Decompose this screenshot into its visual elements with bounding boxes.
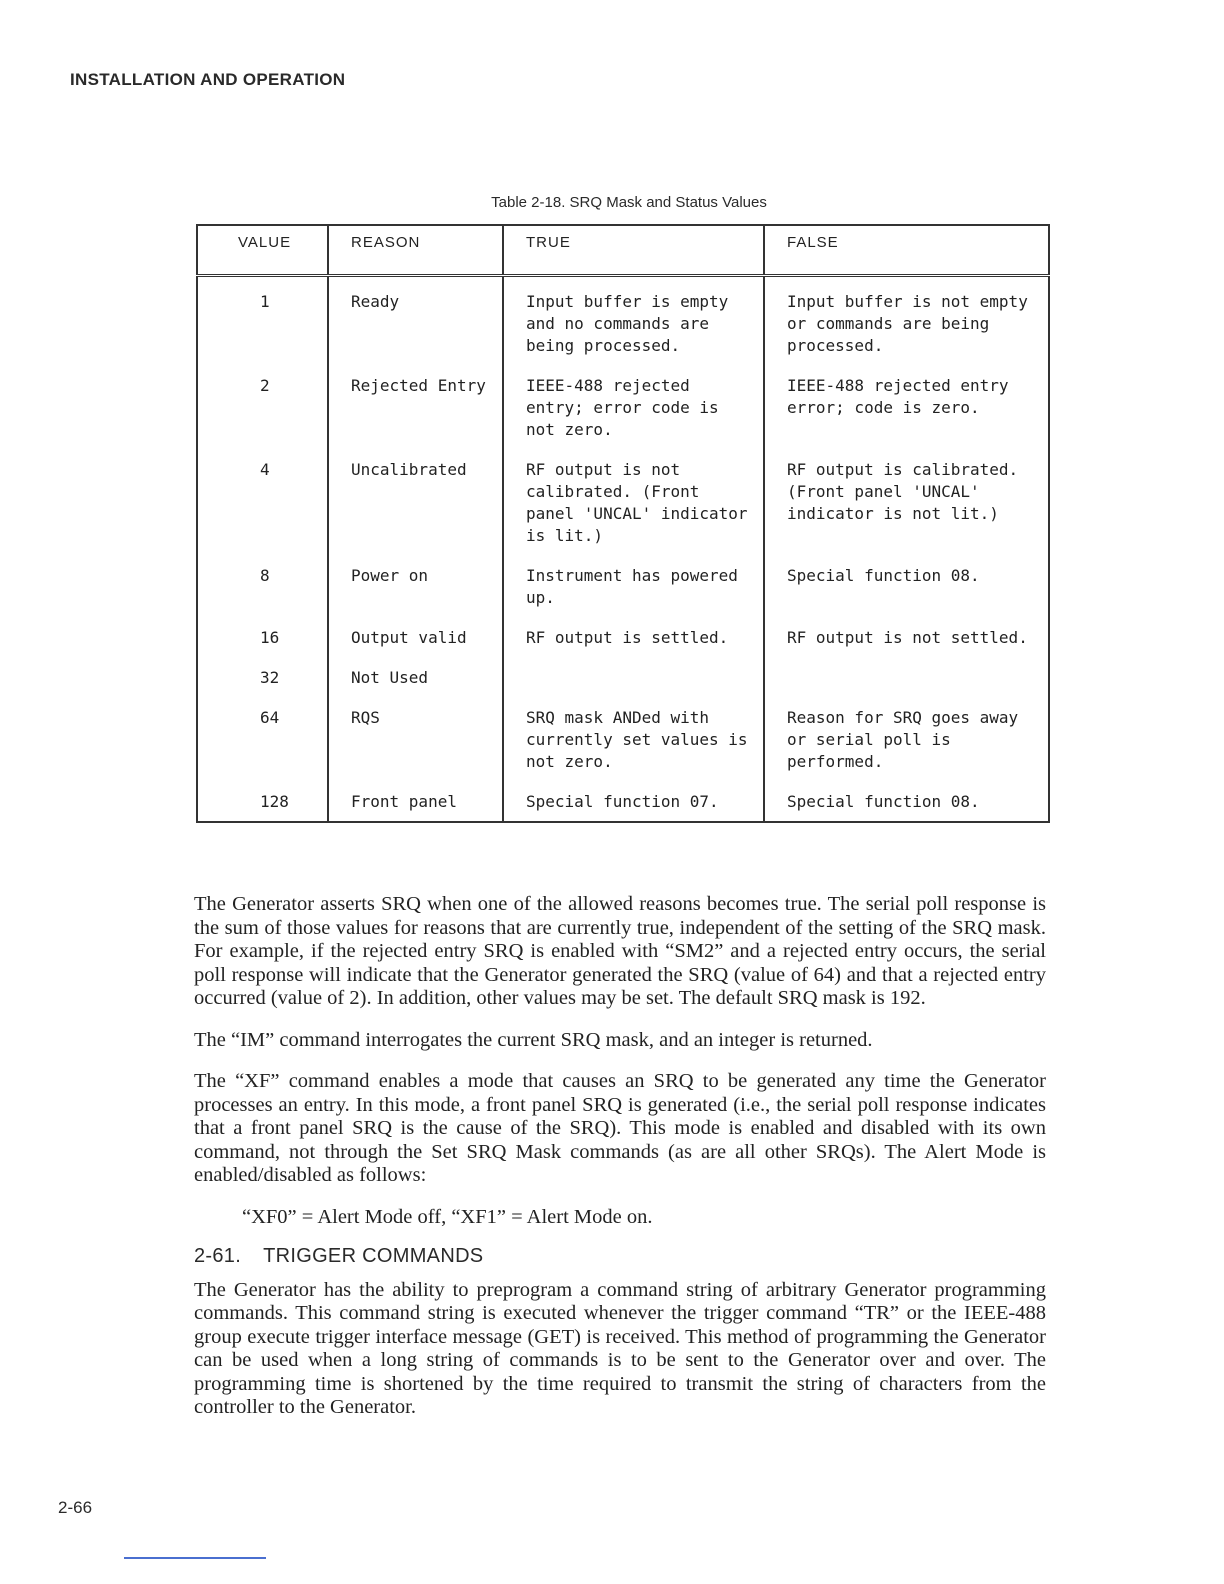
- section-title: TRIGGER COMMANDS: [263, 1245, 484, 1267]
- srq-table: [196, 224, 1050, 823]
- column-header-true: TRUE: [503, 225, 764, 276]
- table-header-row: [197, 225, 1049, 276]
- table-row: [197, 365, 1049, 449]
- paragraph-im-command: The “IM” command interrogates the current SRQ mask, and an integer is returned.: [194, 1028, 873, 1051]
- cell-value: 2: [197, 365, 328, 449]
- cell-reason: Power on: [328, 555, 503, 617]
- cell-reason: Not Used: [328, 657, 503, 697]
- cell-false: Reason for SRQ goes away or serial poll is performed.: [764, 697, 1049, 781]
- paragraph-srq-assert: The Generator asserts SRQ when one of the allowed reasons becomes true. The serial poll response is the sum of those values for reasons that are currently true, independent of the setting of the SRQ mask. For example, if the rejected entry SRQ is enabled with “SM2” and a rejected entry occurs, the serial poll response will indicate that the Generator generated the SRQ (value of 64) and that a rejected entry occurred (value of 2). In addition, other values may be set. The default SRQ mask is 192.: [194, 893, 1046, 1009]
- footer-rule: [124, 1557, 266, 1559]
- cell-false: IEEE-488 rejected entry error; code is zero.: [764, 365, 1049, 449]
- table-row: [197, 555, 1049, 617]
- page-number: 2-66: [58, 1498, 93, 1517]
- table-row: [197, 617, 1049, 657]
- cell-reason: Output valid: [328, 617, 503, 657]
- cell-value: 4: [197, 449, 328, 555]
- cell-true: Special function 07.: [503, 781, 764, 822]
- cell-false: Input buffer is not empty or commands are being processed.: [764, 276, 1049, 366]
- running-header: INSTALLATION AND OPERATION: [70, 70, 346, 89]
- paragraph-xf-command: The “XF” command enables a mode that causes an SRQ to be generated any time the Generator processes an entry. In this mode, a front panel SRQ is generated (i.e., the serial poll response indicates that a front panel SRQ is the cause of the SRQ). This mode is enabled and disabled with its own command, not through the Set SRQ Mask commands (as are all other SRQs). The Alert Mode is enabled/disabled as follows:: [194, 1070, 1046, 1186]
- cell-reason: Uncalibrated: [328, 449, 503, 555]
- cell-false: RF output is not settled.: [764, 617, 1049, 657]
- section-number: 2-61.: [194, 1245, 242, 1267]
- cell-reason: Rejected Entry: [328, 365, 503, 449]
- cell-value: 16: [197, 617, 328, 657]
- table-row: [197, 449, 1049, 555]
- table-row: [197, 657, 1049, 697]
- cell-reason: Ready: [328, 276, 503, 366]
- paragraph-trigger-commands: The Generator has the ability to preprogram a command string of arbitrary Generator programming commands. This command string is executed whenever the trigger command “TR” or the IEEE-488 group execute trigger interface message (GET) is received. This method of programming the Generator can be used when a long string of commands is to be sent to the Generator over and over. The programming time is shortened by the time required to transmit the string of characters from the controller to the Generator.: [194, 1278, 1046, 1418]
- cell-value: 8: [197, 555, 328, 617]
- cell-value: 128: [197, 781, 328, 822]
- cell-true: IEEE-488 rejected entry; error code is not zero.: [503, 365, 764, 449]
- cell-true: SRQ mask ANDed with currently set values is not zero.: [503, 697, 764, 781]
- cell-value: 32: [197, 657, 328, 697]
- cell-false: Special function 08.: [764, 781, 1049, 822]
- cell-true: Instrument has powered up.: [503, 555, 764, 617]
- table-row: [197, 276, 1049, 366]
- column-header-reason: REASON: [328, 225, 503, 276]
- cell-reason: RQS: [328, 697, 503, 781]
- cell-reason: Front panel: [328, 781, 503, 822]
- section-heading: [194, 1245, 1046, 1269]
- cell-true: [503, 657, 764, 697]
- cell-true: RF output is not calibrated. (Front panel 'UNCAL' indicator is lit.): [503, 449, 764, 555]
- cell-true: Input buffer is empty and no commands are being processed.: [503, 276, 764, 366]
- table-row: [197, 781, 1049, 822]
- cell-false: Special function 08.: [764, 555, 1049, 617]
- cell-value: 1: [197, 276, 328, 366]
- paragraph-alert-mode: “XF0” = Alert Mode off, “XF1” = Alert Mode on.: [242, 1205, 653, 1228]
- column-header-value: VALUE: [197, 225, 328, 276]
- cell-value: 64: [197, 697, 328, 781]
- body-text: [194, 893, 1046, 1438]
- table-row: [197, 697, 1049, 781]
- cell-false: RF output is calibrated. (Front panel 'UNCAL' indicator is not lit.): [764, 449, 1049, 555]
- cell-true: RF output is settled.: [503, 617, 764, 657]
- cell-false: [764, 657, 1049, 697]
- table-caption: Table 2-18. SRQ Mask and Status Values: [491, 194, 767, 211]
- column-header-false: FALSE: [764, 225, 1049, 276]
